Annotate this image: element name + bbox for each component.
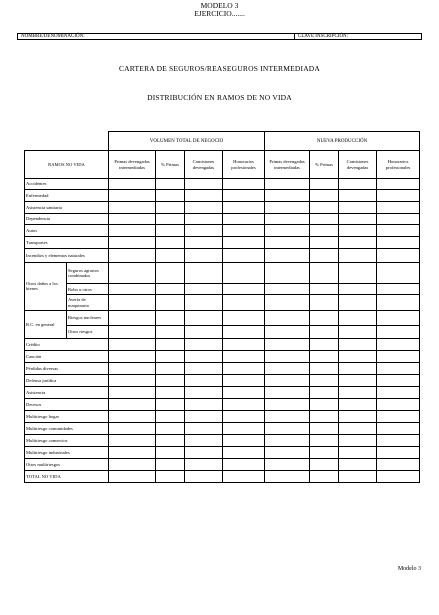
exercise-label: EJERCICIO.......: [194, 9, 245, 18]
data-cell[interactable]: [377, 339, 420, 351]
data-cell[interactable]: [310, 178, 339, 190]
data-cell[interactable]: [377, 225, 420, 237]
row-label: Caución: [25, 351, 109, 363]
column-header-branches: RAMOS NO VIDA: [25, 151, 109, 178]
data-cell[interactable]: [339, 202, 377, 214]
row-sub-label: Avería de maquinaria: [67, 295, 109, 310]
data-cell[interactable]: [265, 213, 310, 225]
table-row: [25, 398, 420, 410]
data-cell[interactable]: [339, 213, 377, 225]
table-row: [25, 190, 420, 202]
data-cell[interactable]: [109, 470, 156, 482]
data-cell[interactable]: [156, 248, 185, 262]
data-cell[interactable]: [156, 434, 185, 446]
row-label: Defensa jurídica: [25, 375, 109, 387]
table-row: [25, 325, 420, 338]
data-cell[interactable]: [310, 202, 339, 214]
data-cell[interactable]: [223, 248, 265, 262]
data-cell[interactable]: [310, 470, 339, 482]
data-cell[interactable]: [339, 178, 377, 190]
data-cell[interactable]: [156, 310, 185, 325]
data-cell[interactable]: [185, 410, 223, 422]
table-row: [25, 375, 420, 387]
row-label: Asistencia: [25, 387, 109, 399]
data-cell[interactable]: [310, 310, 339, 325]
data-cell[interactable]: [265, 202, 310, 214]
data-cell[interactable]: [156, 470, 185, 482]
data-cell[interactable]: [185, 470, 223, 482]
data-cell[interactable]: [109, 190, 156, 202]
data-cell[interactable]: [339, 410, 377, 422]
data-cell[interactable]: [310, 375, 339, 387]
data-cell[interactable]: [310, 363, 339, 375]
data-cell[interactable]: [265, 434, 310, 446]
table-row: [25, 434, 420, 446]
data-cell[interactable]: [156, 237, 185, 249]
data-cell[interactable]: [339, 237, 377, 249]
data-cell[interactable]: [310, 190, 339, 202]
data-cell[interactable]: [339, 262, 377, 283]
data-cell[interactable]: [377, 387, 420, 399]
data-cell[interactable]: [265, 446, 310, 458]
data-cell[interactable]: [265, 363, 310, 375]
id-bar-divider: [294, 34, 295, 39]
data-cell[interactable]: [185, 422, 223, 434]
data-cell[interactable]: [377, 190, 420, 202]
document-title: CARTERA DE SEGUROS/REASEGUROS INTERMEDIADA: [118, 64, 321, 73]
data-cell[interactable]: [265, 458, 310, 470]
data-cell[interactable]: [377, 248, 420, 262]
data-cell[interactable]: [156, 295, 185, 310]
data-cell[interactable]: [223, 295, 265, 310]
data-cell[interactable]: [265, 225, 310, 237]
data-cell[interactable]: [265, 284, 310, 295]
table-row: [25, 422, 420, 434]
data-cell[interactable]: [310, 325, 339, 338]
row-label: Transportes: [25, 237, 109, 249]
data-cell[interactable]: [339, 398, 377, 410]
data-cell[interactable]: [223, 310, 265, 325]
row-label: Enfermedad: [25, 190, 109, 202]
data-cell[interactable]: [310, 351, 339, 363]
data-cell[interactable]: [310, 225, 339, 237]
data-cell[interactable]: [109, 375, 156, 387]
data-cell[interactable]: [109, 225, 156, 237]
data-cell[interactable]: [223, 446, 265, 458]
row-label: Multiriesgo comercios: [25, 434, 109, 446]
column-header: Comisiones devengadas: [339, 151, 377, 178]
data-cell[interactable]: [223, 262, 265, 283]
name-field-label[interactable]: NOMBRE/DENOMINACIÓN:: [21, 34, 85, 39]
data-cell[interactable]: [109, 363, 156, 375]
data-cell[interactable]: [223, 225, 265, 237]
group-header-new-production: NUEVA PRODUCCIÓN: [265, 132, 420, 151]
table-row: [25, 470, 420, 482]
data-cell[interactable]: [377, 375, 420, 387]
data-cell[interactable]: [185, 190, 223, 202]
data-cell[interactable]: [339, 325, 377, 338]
data-cell[interactable]: [156, 351, 185, 363]
identification-bar: [17, 33, 422, 40]
data-cell[interactable]: [156, 458, 185, 470]
data-cell[interactable]: [339, 446, 377, 458]
data-cell[interactable]: [310, 248, 339, 262]
row-label: Crédito: [25, 339, 109, 351]
data-cell[interactable]: [156, 398, 185, 410]
table-row: [25, 410, 420, 422]
data-cell[interactable]: [223, 339, 265, 351]
row-label: Autos: [25, 225, 109, 237]
data-cell[interactable]: [265, 351, 310, 363]
table-corner: [25, 132, 109, 151]
data-cell[interactable]: [339, 284, 377, 295]
row-group-label: Otros daños a los bienes: [25, 262, 67, 310]
data-cell[interactable]: [109, 434, 156, 446]
registration-code-label[interactable]: CLAVE INSCRIPCIÓN:: [298, 34, 349, 39]
row-label: Multiriesgo hogar: [25, 410, 109, 422]
table-row: [25, 387, 420, 399]
data-cell[interactable]: [265, 387, 310, 399]
row-label: Multiriesgo industriales: [25, 446, 109, 458]
data-cell[interactable]: [109, 310, 156, 325]
data-cell[interactable]: [377, 398, 420, 410]
data-cell[interactable]: [339, 387, 377, 399]
data-cell[interactable]: [265, 398, 310, 410]
data-cell[interactable]: [377, 325, 420, 338]
data-cell[interactable]: [109, 248, 156, 262]
column-header: % Primas: [156, 151, 185, 178]
data-cell[interactable]: [265, 190, 310, 202]
data-cell[interactable]: [223, 351, 265, 363]
data-cell[interactable]: [223, 202, 265, 214]
data-cell[interactable]: [185, 325, 223, 338]
data-cell[interactable]: [377, 422, 420, 434]
data-cell[interactable]: [109, 398, 156, 410]
non-life-distribution-table: [24, 131, 420, 483]
row-label: Incendios y elementos naturales: [25, 248, 109, 262]
data-cell[interactable]: [310, 262, 339, 283]
data-cell[interactable]: [265, 178, 310, 190]
row-label: Dependencia: [25, 213, 109, 225]
data-cell[interactable]: [185, 237, 223, 249]
data-cell[interactable]: [109, 446, 156, 458]
data-cell[interactable]: [185, 339, 223, 351]
column-header: Honorarios profesionales: [223, 151, 265, 178]
data-cell[interactable]: [377, 363, 420, 375]
data-cell[interactable]: [156, 339, 185, 351]
data-cell[interactable]: [223, 213, 265, 225]
data-cell[interactable]: [339, 434, 377, 446]
data-cell[interactable]: [185, 202, 223, 214]
table-row: [25, 225, 420, 237]
data-cell[interactable]: [310, 295, 339, 310]
data-cell[interactable]: [109, 213, 156, 225]
data-cell[interactable]: [185, 310, 223, 325]
row-sub-label: Riesgos nucleares: [67, 310, 109, 325]
row-label: Otros multiriesgos: [25, 458, 109, 470]
row-sub-label: Seguros agrarios combinados: [67, 262, 109, 283]
data-cell[interactable]: [185, 351, 223, 363]
data-cell[interactable]: [265, 237, 310, 249]
data-cell[interactable]: [185, 363, 223, 375]
data-cell[interactable]: [377, 237, 420, 249]
data-cell[interactable]: [109, 339, 156, 351]
data-cell[interactable]: [265, 325, 310, 338]
data-cell[interactable]: [223, 284, 265, 295]
table-row: [25, 295, 420, 310]
data-cell[interactable]: [185, 213, 223, 225]
data-cell[interactable]: [265, 422, 310, 434]
data-cell[interactable]: [185, 375, 223, 387]
column-header: Honorarios profesionales: [377, 151, 420, 178]
data-cell[interactable]: [156, 375, 185, 387]
data-cell[interactable]: [223, 375, 265, 387]
table-row: [25, 446, 420, 458]
data-cell[interactable]: [339, 310, 377, 325]
data-cell[interactable]: [223, 434, 265, 446]
data-cell[interactable]: [156, 190, 185, 202]
data-cell[interactable]: [339, 458, 377, 470]
data-cell[interactable]: [185, 458, 223, 470]
row-group-label: R.C. en general: [25, 310, 67, 338]
data-cell[interactable]: [377, 310, 420, 325]
data-cell[interactable]: [339, 422, 377, 434]
data-cell[interactable]: [339, 470, 377, 482]
row-label: TOTAL NO VIDA: [25, 470, 109, 482]
data-cell[interactable]: [377, 284, 420, 295]
data-cell[interactable]: [223, 363, 265, 375]
data-cell[interactable]: [109, 422, 156, 434]
data-cell[interactable]: [185, 295, 223, 310]
data-cell[interactable]: [223, 387, 265, 399]
data-cell[interactable]: [310, 339, 339, 351]
data-cell[interactable]: [265, 339, 310, 351]
table-row: [25, 351, 420, 363]
page-footer: Modelo 3: [397, 566, 421, 572]
column-header: % Primas: [310, 151, 339, 178]
data-cell[interactable]: [265, 470, 310, 482]
row-label: Pérdidas diversas: [25, 363, 109, 375]
data-cell[interactable]: [109, 325, 156, 338]
data-cell[interactable]: [109, 262, 156, 283]
row-label: Asistencia sanitaria: [25, 202, 109, 214]
data-cell[interactable]: [265, 310, 310, 325]
table-row: [25, 363, 420, 375]
group-header-total-volume: VOLUMEN TOTAL DE NEGOCIO: [109, 132, 265, 151]
data-cell[interactable]: [223, 470, 265, 482]
data-cell[interactable]: [265, 410, 310, 422]
data-cell[interactable]: [223, 410, 265, 422]
data-cell[interactable]: [156, 363, 185, 375]
data-cell[interactable]: [310, 284, 339, 295]
data-cell[interactable]: [156, 202, 185, 214]
data-cell[interactable]: [185, 248, 223, 262]
data-cell[interactable]: [156, 213, 185, 225]
data-cell[interactable]: [109, 284, 156, 295]
data-cell[interactable]: [156, 387, 185, 399]
data-cell[interactable]: [377, 202, 420, 214]
table-row: [25, 178, 420, 190]
column-header: Primas devengadas intermediadas: [109, 151, 156, 178]
data-cell[interactable]: [223, 190, 265, 202]
data-cell[interactable]: [185, 178, 223, 190]
data-cell[interactable]: [156, 410, 185, 422]
data-cell[interactable]: [339, 190, 377, 202]
data-cell[interactable]: [223, 422, 265, 434]
data-cell[interactable]: [185, 434, 223, 446]
table-row: [25, 213, 420, 225]
data-cell[interactable]: [223, 178, 265, 190]
data-cell[interactable]: [265, 295, 310, 310]
table-row: [25, 237, 420, 249]
data-cell[interactable]: [310, 422, 339, 434]
data-cell[interactable]: [223, 398, 265, 410]
data-cell[interactable]: [310, 213, 339, 225]
row-sub-label: Robo u otros: [67, 284, 109, 295]
data-cell[interactable]: [377, 351, 420, 363]
data-cell[interactable]: [339, 363, 377, 375]
data-cell[interactable]: [109, 351, 156, 363]
data-cell[interactable]: [310, 434, 339, 446]
data-cell[interactable]: [339, 248, 377, 262]
data-cell[interactable]: [185, 398, 223, 410]
data-cell[interactable]: [156, 446, 185, 458]
data-cell[interactable]: [223, 237, 265, 249]
data-cell[interactable]: [156, 262, 185, 283]
data-cell[interactable]: [377, 410, 420, 422]
table-row: [25, 310, 420, 325]
column-header: Primas devengadas intermediadas: [265, 151, 310, 178]
data-cell[interactable]: [156, 422, 185, 434]
data-cell[interactable]: [310, 398, 339, 410]
data-cell[interactable]: [310, 237, 339, 249]
row-label: Decesos: [25, 398, 109, 410]
data-cell[interactable]: [377, 458, 420, 470]
data-cell[interactable]: [377, 295, 420, 310]
data-cell[interactable]: [377, 178, 420, 190]
data-cell[interactable]: [156, 325, 185, 338]
data-cell[interactable]: [109, 202, 156, 214]
data-cell[interactable]: [339, 351, 377, 363]
data-cell[interactable]: [185, 225, 223, 237]
data-cell[interactable]: [156, 225, 185, 237]
row-label: Accidentes: [25, 178, 109, 190]
data-cell[interactable]: [109, 458, 156, 470]
data-cell[interactable]: [109, 295, 156, 310]
table-row: [25, 248, 420, 262]
table-row: [25, 458, 420, 470]
data-cell[interactable]: [265, 375, 310, 387]
data-cell[interactable]: [339, 225, 377, 237]
data-cell[interactable]: [156, 178, 185, 190]
data-cell[interactable]: [377, 470, 420, 482]
data-cell[interactable]: [109, 237, 156, 249]
data-cell[interactable]: [185, 262, 223, 283]
data-cell[interactable]: [265, 262, 310, 283]
data-cell[interactable]: [109, 410, 156, 422]
table-row: [25, 202, 420, 214]
table-row: [25, 262, 420, 283]
row-label: Multiriesgo comunidades: [25, 422, 109, 434]
data-cell[interactable]: [310, 458, 339, 470]
data-cell[interactable]: [185, 387, 223, 399]
data-cell[interactable]: [185, 446, 223, 458]
data-cell[interactable]: [265, 248, 310, 262]
document-subtitle: DISTRIBUCIÓN EN RAMOS DE NO VIDA: [147, 93, 292, 102]
data-cell[interactable]: [310, 446, 339, 458]
data-cell[interactable]: [223, 458, 265, 470]
data-cell[interactable]: [377, 262, 420, 283]
column-header: Comisiones devengadas: [185, 151, 223, 178]
table-row: [25, 284, 420, 295]
data-cell[interactable]: [377, 434, 420, 446]
model-number: MODELO 3: [200, 1, 239, 10]
data-cell[interactable]: [185, 284, 223, 295]
data-cell[interactable]: [310, 410, 339, 422]
data-cell[interactable]: [339, 375, 377, 387]
table-row: [25, 339, 420, 351]
model-header: [0, 2, 439, 18]
data-cell[interactable]: [156, 284, 185, 295]
data-cell[interactable]: [109, 387, 156, 399]
data-cell[interactable]: [377, 213, 420, 225]
data-cell[interactable]: [223, 325, 265, 338]
data-cell[interactable]: [109, 178, 156, 190]
row-sub-label: Otros riesgos: [67, 325, 109, 338]
data-cell[interactable]: [310, 387, 339, 399]
data-cell[interactable]: [339, 339, 377, 351]
data-cell[interactable]: [377, 446, 420, 458]
data-cell[interactable]: [339, 295, 377, 310]
